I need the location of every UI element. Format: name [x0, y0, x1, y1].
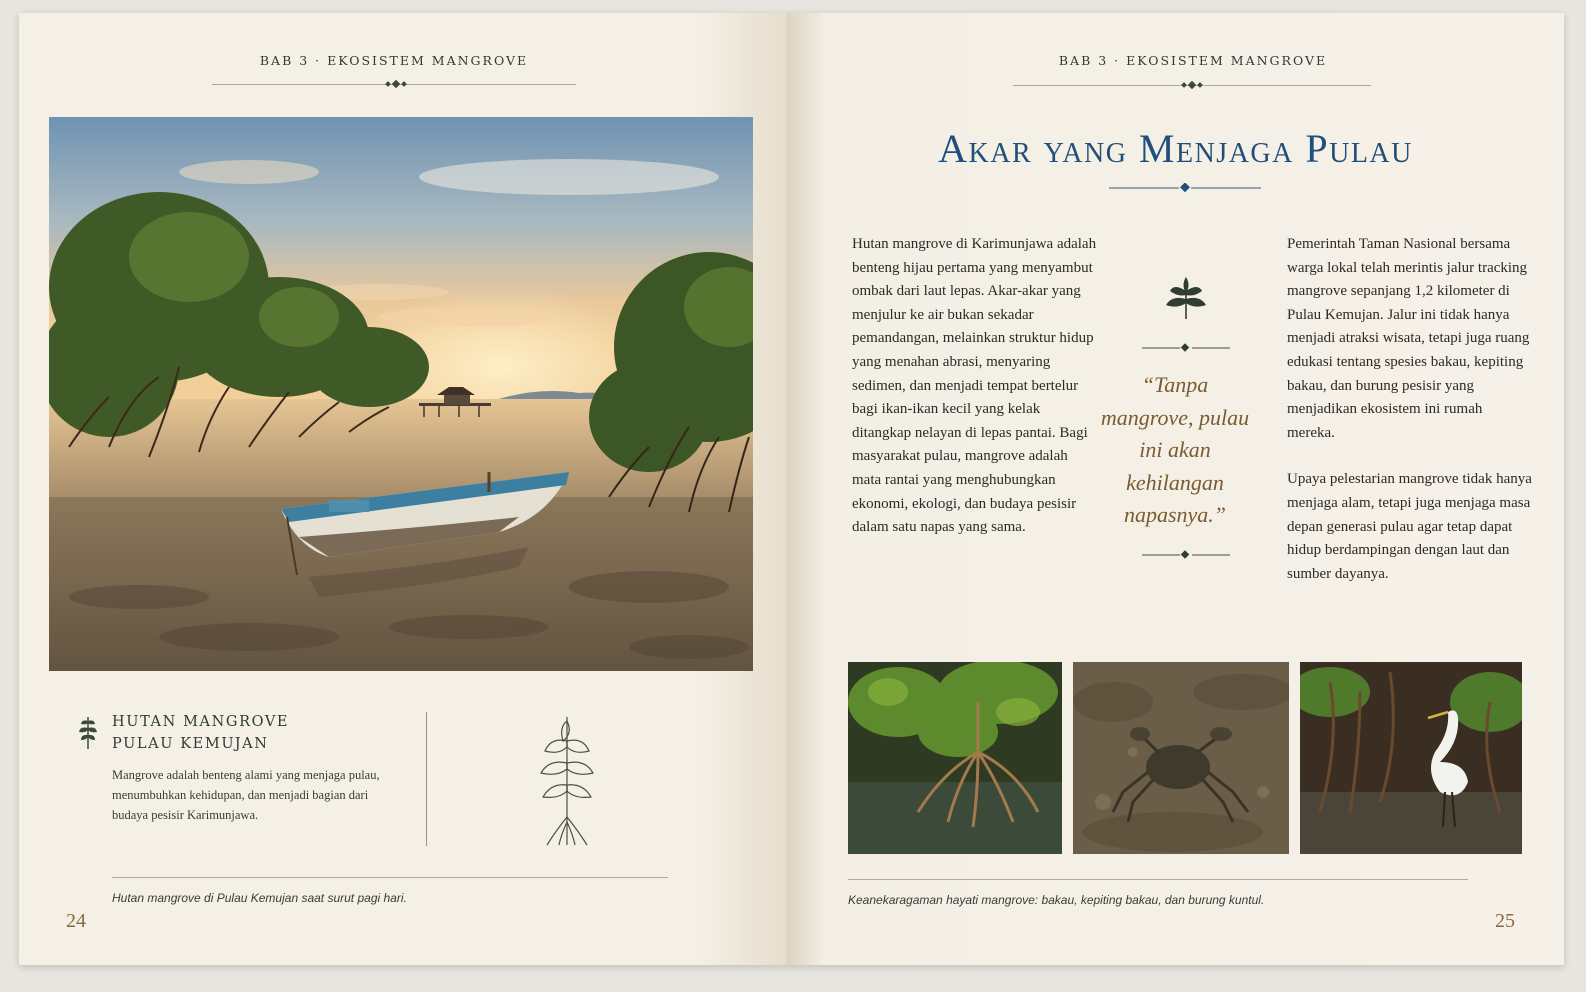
- diamond-ornament-icon: [382, 79, 410, 89]
- page-number-right: 25: [1495, 910, 1515, 932]
- sidebar-divider: [426, 712, 427, 846]
- sprig-icon: [77, 713, 99, 751]
- page-number-left: 24: [66, 910, 86, 932]
- left-page: [19, 13, 787, 965]
- figure-caption-left: Hutan mangrove di Pulau Kemujan saat surut pagi hari.: [112, 891, 407, 905]
- main-photo-mangrove: [49, 117, 753, 671]
- quote-ornament-top: [1142, 343, 1230, 353]
- thumb-egret: [1300, 662, 1522, 854]
- running-head-left: BAB 3 · EKOSISTEM MANGROVE: [259, 53, 529, 68]
- paragraph-left: Hutan mangrove di Karimunjawa adalah benteng hijau pertama yang menyambut ombak dari laut lepas. Akar-akar yang menjulur ke air bukan sekadar pemandangan, melainkan struktur hidup yang menahan abrasi, menyaring sedimen, dan menjadi tempat bertelur bagi ikan-ikan kecil yang kelak ditangkap nelayan di lepas pantai. Bagi masyarakat pulau, mangrove adalah mata rantai yang menghubungkan ekonomi, ekologi, dan budaya pesisir dalam satu napas yang sama.: [852, 236, 1097, 536]
- right-page: [787, 13, 1564, 965]
- paragraph-right-2: Upaya pelestarian mangrove tidak hanya menjaga alam, tetapi juga menjaga masa depan generasi pulau agar tetap dapat hidup berdampingan dengan laut dan sumber dayanya.: [1287, 471, 1532, 582]
- book-spread: [19, 13, 1564, 965]
- leaf-cluster-icon: [1164, 275, 1208, 321]
- diamond-ornament-icon: [1178, 80, 1206, 90]
- title-ornament: [1109, 183, 1261, 193]
- plant-illustration-icon: [527, 707, 607, 847]
- figure-caption-right: Keanekaragaman hayati mangrove: bakau, kepiting bakau, dan burung kuntul.: [848, 893, 1265, 907]
- caption-rule-left: [112, 877, 668, 878]
- thumb-mangrove-roots: [848, 662, 1062, 854]
- body-column-right: [1287, 233, 1532, 609]
- paragraph-right-1: Pemerintah Taman Nasional bersama warga lokal telah merintis jalur tracking mangrove sepanjang 1,2 kilometer di Pulau Kemujan. Jalur ini tidak hanya menjadi atraksi wisata, tetapi juga ruang edukasi tentang spesies bakau, kepiting bakau, dan burung pesisir yang menjadikan ekosistem ini rumah mereka.: [1287, 236, 1530, 441]
- pull-quote: “Tanpa mangrove, pulau ini akan kehilangan napasnya.”: [1100, 372, 1250, 527]
- caption-rule-right: [848, 879, 1468, 880]
- running-head-right: BAB 3 · EKOSISTEM MANGROVE: [1058, 53, 1328, 68]
- sidebar-title: [112, 711, 289, 755]
- sidebar-body: Mangrove adalah benteng alami yang menjaga pulau, menumbuhkan kehidupan, dan menjadi bagian dari budaya pesisir Karimunjawa.: [112, 768, 380, 822]
- body-column-left: [852, 233, 1100, 563]
- page-title: Akar yang Menjaga Pulau: [938, 126, 1413, 171]
- sidebar-title-line1: HUTAN MANGROVE: [112, 714, 290, 730]
- thumb-mud-crab: [1073, 662, 1289, 854]
- sidebar-title-line2: PULAU KEMUJAN: [112, 736, 269, 752]
- quote-ornament-bottom: [1142, 550, 1230, 560]
